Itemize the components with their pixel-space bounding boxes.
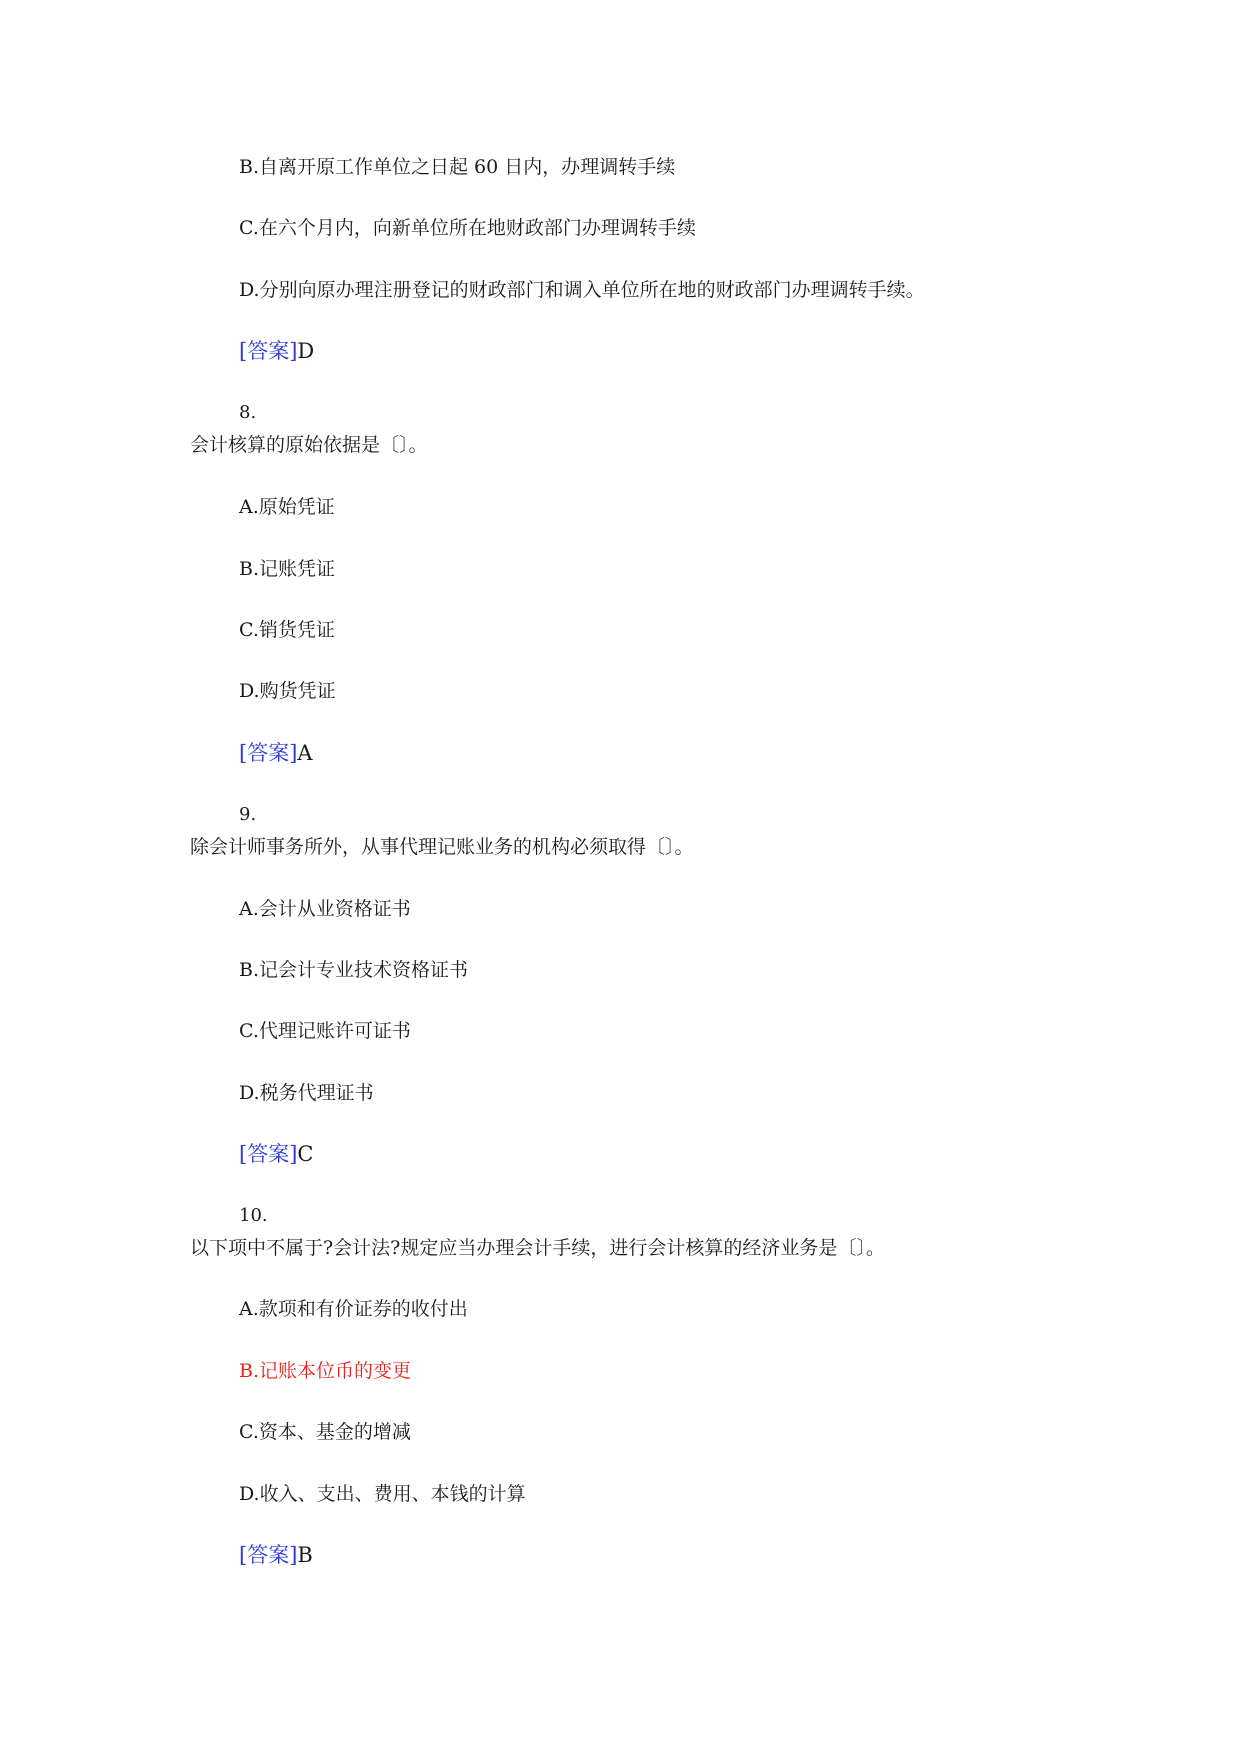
- answer-close-bracket: ]: [289, 1142, 298, 1166]
- q10-option-c: C.资本、基金的增减: [239, 1421, 411, 1443]
- q7-option-c: C.在六个月内，向新单位所在地财政部门办理调转手续: [239, 217, 696, 239]
- answer-close-bracket: ]: [289, 741, 298, 765]
- answer-open-bracket: [: [239, 1142, 248, 1166]
- q7-option-d: D.分别向原办理注册登记的财政部门和调入单位所在地的财政部门办理调转手续。: [239, 279, 925, 301]
- answer-value: B: [297, 1543, 313, 1567]
- q10-option-a: A.款项和有价证券的收付出: [239, 1298, 468, 1320]
- q9-number: 9.: [239, 804, 257, 825]
- q9-answer: [239, 1142, 313, 1166]
- answer-open-bracket: [: [239, 339, 248, 363]
- answer-value: D: [297, 339, 315, 363]
- q8-number: 8.: [239, 402, 257, 423]
- q7-option-b: B.自离开原工作单位之日起 60 日内，办理调转手续: [239, 156, 676, 178]
- answer-value: A: [297, 741, 313, 765]
- answer-value: C: [297, 1142, 314, 1166]
- q10-answer: [239, 1543, 313, 1567]
- q9-option-c: C.代理记账许可证书: [239, 1020, 411, 1042]
- q8-option-a: A.原始凭证: [239, 496, 335, 518]
- answer-label: 答案: [247, 1543, 290, 1567]
- q8-option-d: D.购货凭证: [239, 680, 336, 702]
- q10-option-d: D.收入、支出、费用、本钱的计算: [239, 1483, 526, 1505]
- answer-close-bracket: ]: [289, 1543, 298, 1567]
- q9-option-b: B.记会计专业技术资格证书: [239, 959, 469, 981]
- q8-text: 会计核算的原始依据是〔〕。: [190, 434, 428, 456]
- answer-open-bracket: [: [239, 741, 248, 765]
- q8-option-c: C.销货凭证: [239, 619, 335, 641]
- q7-answer: [239, 339, 314, 363]
- answer-label: 答案: [247, 339, 290, 363]
- answer-close-bracket: ]: [289, 339, 298, 363]
- answer-open-bracket: [: [239, 1543, 248, 1567]
- q8-option-b: B.记账凭证: [239, 558, 336, 580]
- answer-label: 答案: [247, 1142, 290, 1166]
- q9-text: 除会计师事务所外，从事代理记账业务的机构必须取得〔〕。: [190, 836, 694, 858]
- q10-text: 以下项中不属于?会计法?规定应当办理会计手续，进行会计核算的经济业务是〔〕。: [190, 1237, 885, 1259]
- q9-option-a: A.会计从业资格证书: [239, 898, 411, 920]
- q9-option-d: D.税务代理证书: [239, 1082, 374, 1104]
- answer-label: 答案: [247, 741, 290, 765]
- q10-number: 10.: [239, 1205, 268, 1226]
- q8-answer: [239, 741, 313, 765]
- q10-option-b-highlighted: B.记账本位币的变更: [239, 1360, 412, 1382]
